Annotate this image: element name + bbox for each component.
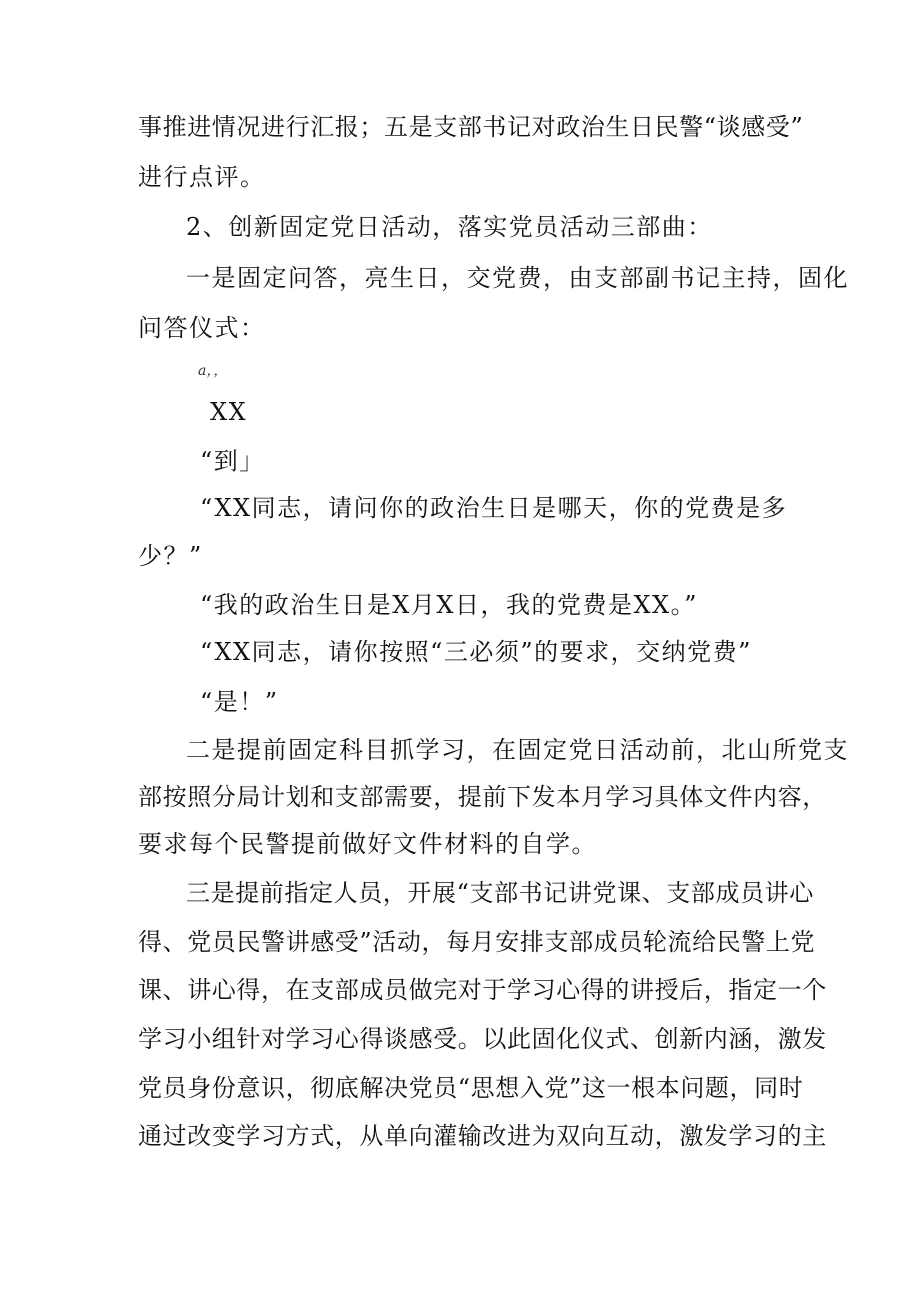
text-line: 少？” bbox=[138, 542, 203, 570]
text-line: a，， bbox=[198, 363, 228, 379]
text-line: “XX同志，请你按照“三必须”的要求，交纳党费” bbox=[200, 638, 752, 666]
text-line: 党员身份意识，彻底解决党员“思想入党”这一根本问题，同时 bbox=[138, 1074, 804, 1102]
text-line: 要求每个民警提前做好文件材料的自学。 bbox=[138, 830, 597, 858]
text-line: 问答仪式： bbox=[138, 314, 266, 342]
text-line: 2、创新固定党日活动，落实党员活动三部曲： bbox=[186, 213, 713, 241]
text-line: “到」 bbox=[200, 447, 265, 475]
text-line: 通过改变学习方式，从单向灌输改进为双向互动，激发学习的主 bbox=[138, 1122, 827, 1150]
text-line: 课、讲心得，在支部成员做完对于学习心得的讲授后，指定一个 bbox=[138, 976, 827, 1004]
text-line: 二是提前固定科目抓学习，在固定党日活动前，北山所党支 bbox=[186, 736, 849, 764]
text-line: 进行点评。 bbox=[138, 163, 266, 191]
text-line: “是！” bbox=[200, 688, 279, 716]
text-line: 一是固定问答，亮生日，交党费，由支部副书记主持，固化 bbox=[186, 264, 849, 292]
text-line: 得、党员民警讲感受”活动，每月安排支部成员轮流给民警上党 bbox=[138, 928, 816, 956]
text-line: “XX同志，请问你的政治生日是哪天，你的党费是多 bbox=[200, 494, 788, 522]
text-line: 事推进情况进行汇报；五是支部书记对政治生日民警“谈感受” bbox=[138, 113, 804, 141]
text-line: 三是提前指定人员，开展“支部书记讲党课、支部成员讲心 bbox=[186, 879, 814, 907]
text-line: 部按照分局计划和支部需要，提前下发本月学习具体文件内容， bbox=[138, 783, 827, 811]
text-line: “我的政治生日是X月X日，我的党费是XX。” bbox=[200, 591, 698, 619]
text-line: XX bbox=[210, 398, 248, 426]
text-line: 学习小组针对学习心得谈感受。以此固化仪式、创新内涵，激发 bbox=[138, 1025, 827, 1053]
